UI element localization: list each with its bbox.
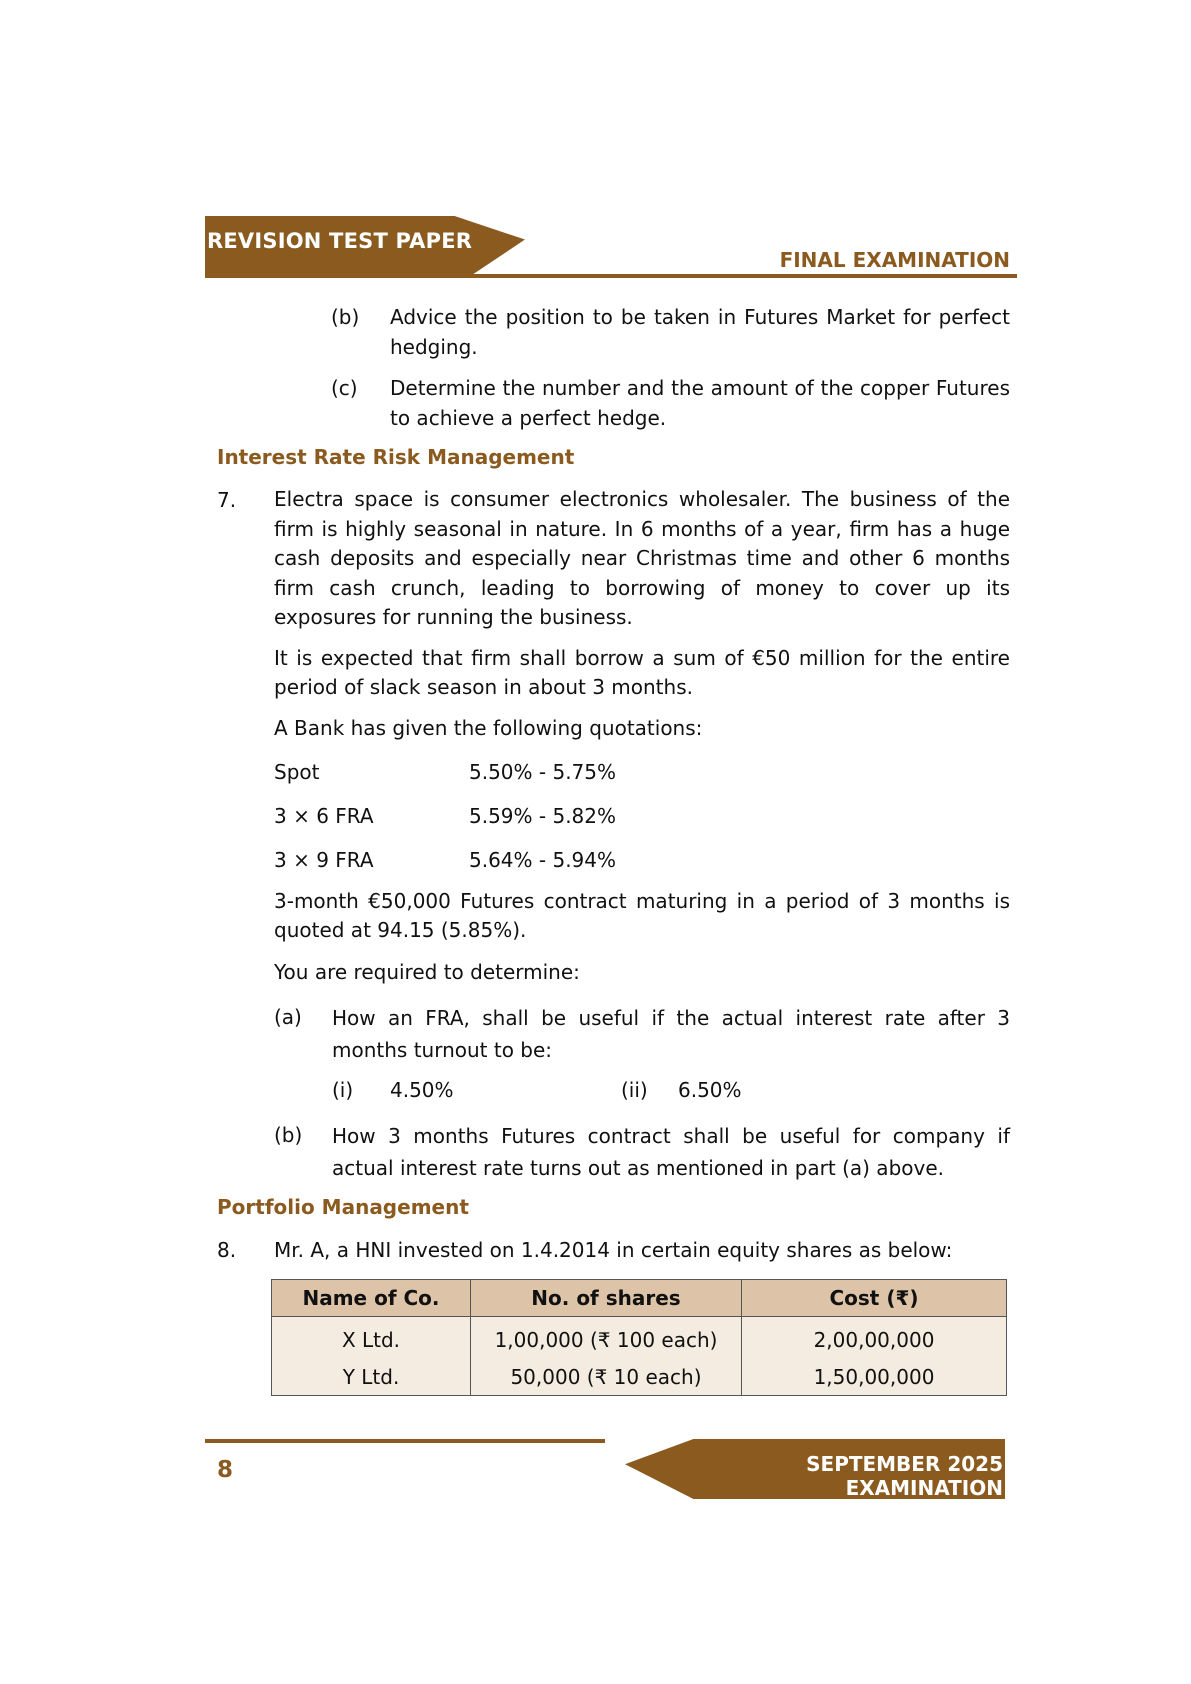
section-heading-interest-rate: Interest Rate Risk Management bbox=[217, 445, 575, 469]
header-rule bbox=[205, 274, 1017, 278]
footer-exam-text: SEPTEMBER 2025 EXAMINATION bbox=[806, 1452, 1003, 1500]
page-number: 8 bbox=[217, 1457, 234, 1483]
table-header-cell: Cost (₹) bbox=[742, 1280, 1007, 1317]
q7-paragraph-2: It is expected that firm shall borrow a sum of €50 million for the entire period of slack season in about 3 months. bbox=[274, 646, 1010, 699]
table-cell: 2,00,00,000 bbox=[742, 1317, 1007, 1359]
table-cell: 1,00,000 (₹ 100 each) bbox=[471, 1317, 742, 1359]
quote-value: 5.59% - 5.82% bbox=[469, 804, 617, 828]
quote-label: Spot bbox=[274, 760, 320, 784]
section-heading-portfolio: Portfolio Management bbox=[217, 1195, 469, 1219]
table-cell: 50,000 (₹ 10 each) bbox=[471, 1358, 742, 1396]
q6-b-label: (b) bbox=[331, 305, 360, 329]
table-cell: 1,50,00,000 bbox=[742, 1358, 1007, 1396]
q6-c-text: Determine the number and the amount of the copper Futures to achieve a perfect hedge. bbox=[390, 376, 1010, 430]
quote-value: 5.50% - 5.75% bbox=[469, 760, 617, 784]
q6-b-text: Advice the position to be taken in Futures Market for perfect hedging. bbox=[390, 305, 1010, 359]
q8-text: Mr. A, a HNI invested on 1.4.2014 in certain equity shares as below: bbox=[274, 1238, 953, 1262]
q7-ii-label: (ii) bbox=[621, 1078, 648, 1102]
q7-i-label: (i) bbox=[332, 1078, 354, 1102]
q7-i-value: 4.50% bbox=[390, 1078, 454, 1102]
table-header-row bbox=[272, 1280, 1007, 1317]
table-header-cell: No. of shares bbox=[471, 1280, 742, 1317]
q7-a-label: (a) bbox=[274, 1005, 302, 1029]
q6-c-label: (c) bbox=[331, 376, 358, 400]
header-exam-title: FINAL EXAMINATION bbox=[779, 248, 1010, 272]
footer-rule bbox=[205, 1439, 605, 1443]
q7-paragraph-1: Electra space is consumer electronics wholesaler. The business of the firm is highly seasonal in nature. In 6 months of a year, firm has a huge cash deposits and especially near Christmas time and other 6 months firm cash crunch, leading to borrowing of money to cover up its exposures for running the business. bbox=[274, 487, 1010, 629]
q7-paragraph-3: A Bank has given the following quotations: bbox=[274, 716, 703, 740]
table-cell: Y Ltd. bbox=[272, 1358, 471, 1396]
quote-label: 3 × 9 FRA bbox=[274, 848, 374, 872]
header-tag-text: REVISION TEST PAPER bbox=[207, 229, 473, 253]
quote-value: 5.64% - 5.94% bbox=[469, 848, 617, 872]
q7-b-text: How 3 months Futures contract shall be useful for company if actual interest rate turns out as mentioned in part (a) above. bbox=[332, 1124, 1010, 1180]
table-header-cell: Name of Co. bbox=[272, 1280, 471, 1317]
table-row bbox=[272, 1317, 1007, 1359]
q8-number: 8. bbox=[217, 1238, 237, 1262]
q7-paragraph-4: 3-month €50,000 Futures contract maturing in a period of 3 months is quoted at 94.15 (5.85%). bbox=[274, 889, 1010, 942]
q7-a-text: How an FRA, shall be useful if the actual interest rate after 3 months turnout to be: bbox=[332, 1006, 1010, 1062]
table-row bbox=[272, 1358, 1007, 1396]
q7-ii-value: 6.50% bbox=[678, 1078, 742, 1102]
table-cell: X Ltd. bbox=[272, 1317, 471, 1359]
q7-number: 7. bbox=[217, 488, 237, 512]
q7-b-label: (b) bbox=[274, 1123, 303, 1147]
quote-label: 3 × 6 FRA bbox=[274, 804, 374, 828]
q7-paragraph-5: You are required to determine: bbox=[274, 960, 580, 984]
shares-table bbox=[271, 1279, 1007, 1396]
